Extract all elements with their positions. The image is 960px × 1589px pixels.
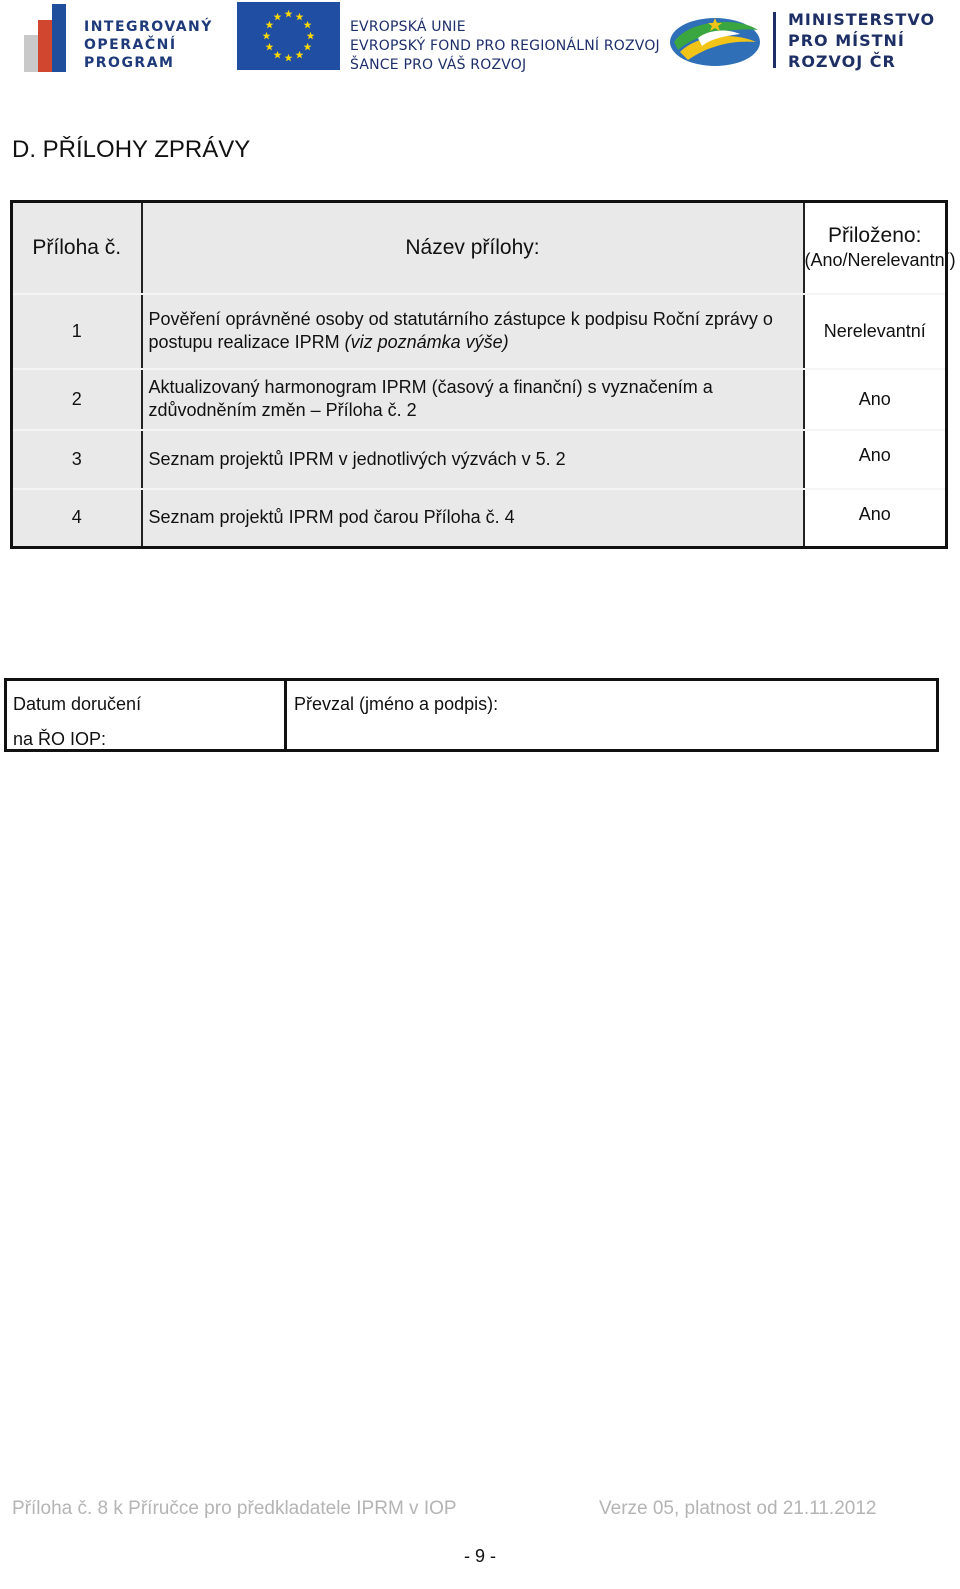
row-number: 3 xyxy=(12,430,142,489)
table-row xyxy=(12,369,947,430)
logo-header xyxy=(0,0,960,80)
col-header-attached-note: (Ano/Nerelevantní) xyxy=(804,249,956,270)
iop-logo-bar-red xyxy=(38,20,52,72)
iop-logo-bar-blue xyxy=(52,4,66,72)
delivery-date-label-line2: na ŘO IOP: xyxy=(13,729,107,749)
eu-star-icon xyxy=(296,13,304,21)
eu-star-icon xyxy=(304,43,312,51)
table-row xyxy=(12,294,947,369)
eu-star-icon xyxy=(265,43,273,51)
eu-star-icon xyxy=(265,21,273,29)
table-row xyxy=(12,430,947,489)
row-attached: Ano xyxy=(804,369,947,430)
mmr-logo-line: ROZVOJ ČR xyxy=(788,52,896,71)
page-number: - 9 - xyxy=(463,1546,496,1566)
received-by-field[interactable]: Převzal (jméno a podpis): xyxy=(294,694,499,714)
eu-star-icon xyxy=(285,54,293,62)
row-name-text: Pověření oprávněné osoby od statutárního zástupce k podpisu Roční zprávy o postupu realizace IPRM xyxy=(148,309,773,352)
row-attached: Ano xyxy=(804,430,947,489)
delivery-date-field[interactable] xyxy=(7,681,287,749)
eu-star-icon xyxy=(304,21,312,29)
eu-logo-line: ŠANCE PRO VÁŠ ROZVOJ xyxy=(350,57,527,73)
footer-document-title: Příloha č. 8 k Příručce pro předkladatele IPRM v IOP xyxy=(12,1498,457,1519)
eu-logo-line: EVROPSKÝ FOND PRO REGIONÁLNÍ ROZVOJ xyxy=(350,38,660,54)
mmr-logo-text xyxy=(788,9,935,72)
eu-star-icon xyxy=(274,13,282,21)
row-number: 1 xyxy=(12,294,142,369)
col-header-attached xyxy=(804,202,956,294)
iop-logo-line: PROGRAM xyxy=(84,55,175,71)
eu-logo-text xyxy=(350,18,660,75)
col-header-name: Název přílohy: xyxy=(142,202,804,294)
eu-star-icon xyxy=(307,32,315,40)
mmr-emblem-icon xyxy=(668,12,762,68)
row-attached: Nerelevantní xyxy=(804,294,947,369)
delivery-date-label-line1: Datum doručení xyxy=(13,694,142,714)
mmr-logo-line: PRO MÍSTNÍ xyxy=(788,31,905,50)
receipt-box xyxy=(4,678,939,752)
eu-star-icon xyxy=(274,51,282,59)
footer-version: Verze 05, platnost od 21.11.2012 xyxy=(599,1498,877,1519)
iop-logo-line: OPERAČNÍ xyxy=(84,37,177,53)
table-header-row xyxy=(12,202,947,294)
eu-star-icon xyxy=(296,51,304,59)
iop-logo-wordmark xyxy=(84,18,213,72)
mmr-logo-divider xyxy=(773,12,776,68)
row-attached: Ano xyxy=(804,489,947,548)
row-name xyxy=(142,294,804,369)
attachments-table xyxy=(10,200,956,549)
row-name: Seznam projektů IPRM v jednotlivých výzvách v 5. 2 xyxy=(142,430,804,489)
row-name: Seznam projektů IPRM pod čarou Příloha č. 4 xyxy=(142,489,804,548)
iop-logo-line: INTEGROVANÝ xyxy=(84,19,213,35)
eu-star-icon xyxy=(263,32,271,40)
table-row xyxy=(12,489,947,548)
row-number: 2 xyxy=(12,369,142,430)
row-number: 4 xyxy=(12,489,142,548)
eu-star-icon xyxy=(285,10,293,18)
eu-logo-line: EVROPSKÁ UNIE xyxy=(350,19,466,35)
iop-logo xyxy=(24,2,214,72)
col-header-number: Příloha č. xyxy=(12,202,142,294)
mmr-logo-line: MINISTERSTVO xyxy=(788,10,936,29)
row-name: Aktualizovaný harmonogram IPRM (časový a finanční) s vyznačením a zdůvodněním změn – Příloha č. 2 xyxy=(142,369,804,430)
section-heading: D. PŘÍLOHY ZPRÁVY xyxy=(12,136,251,163)
row-name-note: (viz poznámka výše) xyxy=(344,332,509,352)
col-header-attached-label: Přiloženo: xyxy=(828,223,922,247)
iop-logo-bar-grey xyxy=(24,35,38,72)
eu-flag-icon xyxy=(237,2,340,70)
